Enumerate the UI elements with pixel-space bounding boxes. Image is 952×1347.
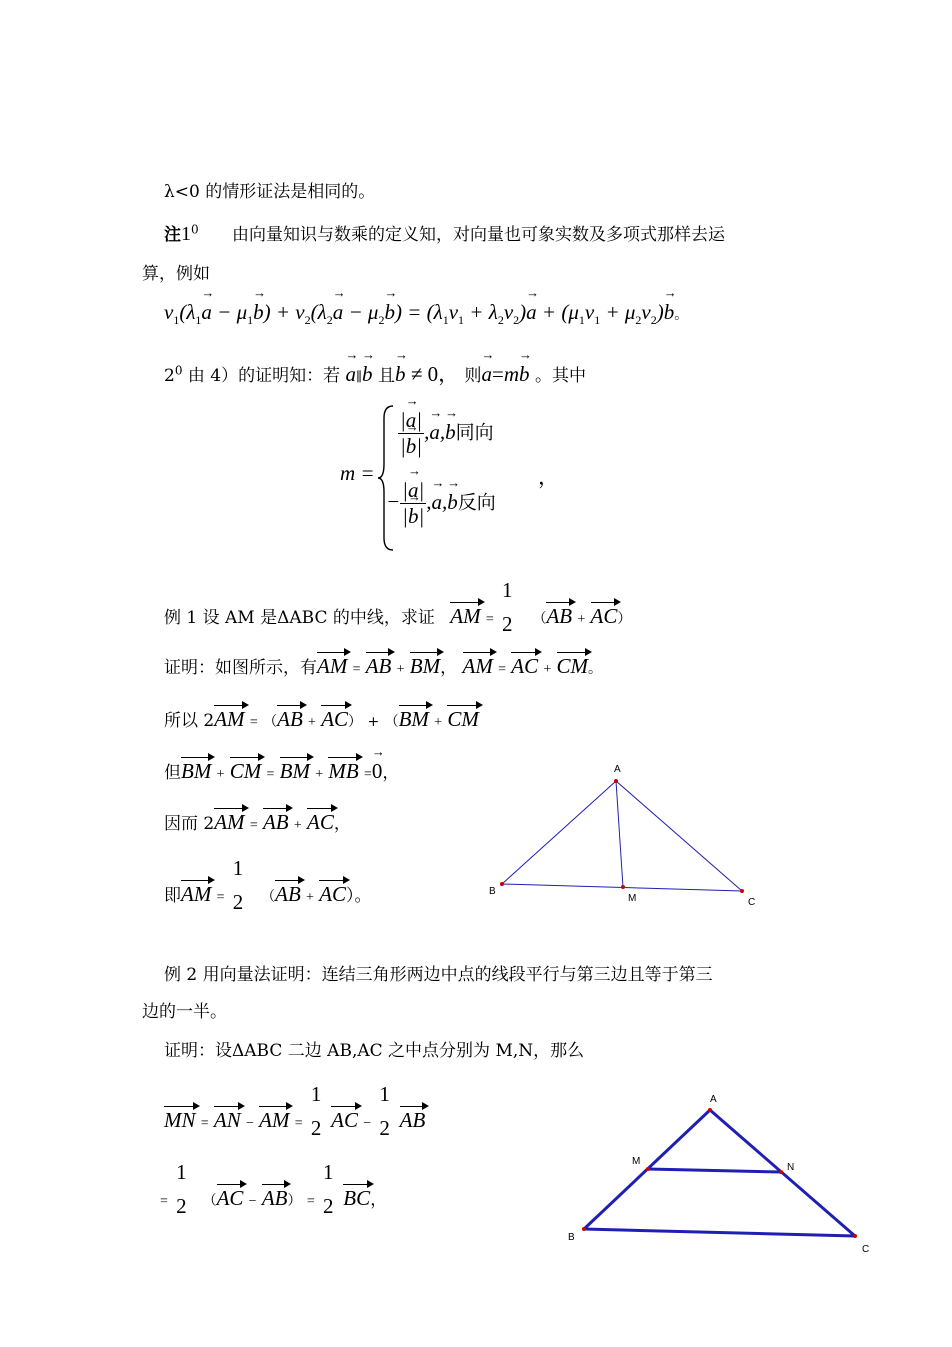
point-m bbox=[646, 1167, 650, 1171]
piecewise-m: m = $\frac{|a \to|}{|b \to|}$ ,a →,b →同向 − $\frac{|a \to|}{|b \to|}$ ,a →,b →反向 ， bbox=[340, 404, 560, 554]
label-a: A bbox=[614, 764, 621, 775]
segment-ac bbox=[616, 781, 742, 891]
point-c bbox=[853, 1234, 857, 1238]
example2-title: 例 2 用向量法证明：连结三角形两边中点的线段平行与第三边且等于第三 bbox=[164, 965, 713, 985]
label-m: M bbox=[628, 893, 637, 904]
label-b: B bbox=[568, 1232, 575, 1243]
example2-formula2: = 1 2 （AC − AB） = 1 2 BC， bbox=[160, 1160, 388, 1218]
example2-formula1: MN = AN − AM = 1 2 AC − 1 2 AB bbox=[164, 1082, 426, 1140]
note-text-line2: 算，例如 bbox=[142, 264, 210, 284]
point-b bbox=[500, 882, 504, 886]
point-m bbox=[621, 885, 625, 889]
point-a bbox=[708, 1108, 712, 1112]
example1-proof: 证明：如图所示，有AM = AB + BM， AM = AC + CM。 bbox=[164, 650, 602, 679]
point-n bbox=[779, 1170, 783, 1174]
example1-thus: 即AM = 1 2 （AB + AC）。 bbox=[164, 856, 372, 914]
figure-triangle-median bbox=[480, 760, 770, 910]
formula-linear-combination: $v_1(\lambda_1a$ → − $\mu_1b$ →) + $v_2(\lambda_2a$ → − $\mu_2b$ →) = $(\lambda_1v_1 + \lambda_2v_2)a$ → + $(\mu_1v_1 + \mu_2v_2)b$ →。 bbox=[164, 300, 688, 328]
segment-bc bbox=[584, 1229, 855, 1236]
figure-triangle-midline bbox=[560, 1090, 890, 1260]
example1-but: 但BM + CM = BM + MB =0 →， bbox=[164, 755, 399, 784]
example2-proof: 证明：设ΔABC 二边 AB,AC 之中点分别为 M,N，那么 bbox=[164, 1041, 585, 1061]
label-c: C bbox=[862, 1244, 870, 1255]
label-b: B bbox=[489, 886, 496, 897]
example1-so: 所以 2AM = （AB + AC） + （BM + CM bbox=[164, 703, 479, 732]
point-a bbox=[614, 779, 618, 783]
label-m: M bbox=[632, 1156, 641, 1167]
note-label: 注 bbox=[164, 225, 181, 245]
point-c bbox=[740, 889, 744, 893]
example1-title: 例 1 设 AM 是ΔABC 的中线，求证 AM = 1 2 （AB + AC） bbox=[164, 578, 632, 636]
segment-am bbox=[616, 781, 623, 887]
segment-mn bbox=[648, 1169, 781, 1172]
paragraph-lambda-case: λ<0 的情形证法是相同的。 bbox=[164, 182, 376, 202]
label-a: A bbox=[710, 1094, 717, 1105]
example1-hence: 因而 2AM = AB + AC， bbox=[164, 806, 351, 835]
label-n: N bbox=[787, 1162, 795, 1173]
note-text: 由向量知识与数乘的定义知，对向量也可象实数及多项式那样去运 bbox=[232, 225, 726, 245]
point-b bbox=[582, 1227, 586, 1231]
segment-ab bbox=[502, 781, 616, 884]
note-two: $2^0$ 由 4）的证明知：若 a →∥b → 且b → ≠ 0， 则a →=mb → 。其中 bbox=[164, 358, 586, 388]
label-c: C bbox=[748, 897, 756, 908]
example2-title-line2: 边的一半。 bbox=[142, 1002, 227, 1022]
note-one: 注$1^0$ 由向量知识与数乘的定义知，对向量也可象实数及多项式那样去运 bbox=[164, 222, 726, 245]
